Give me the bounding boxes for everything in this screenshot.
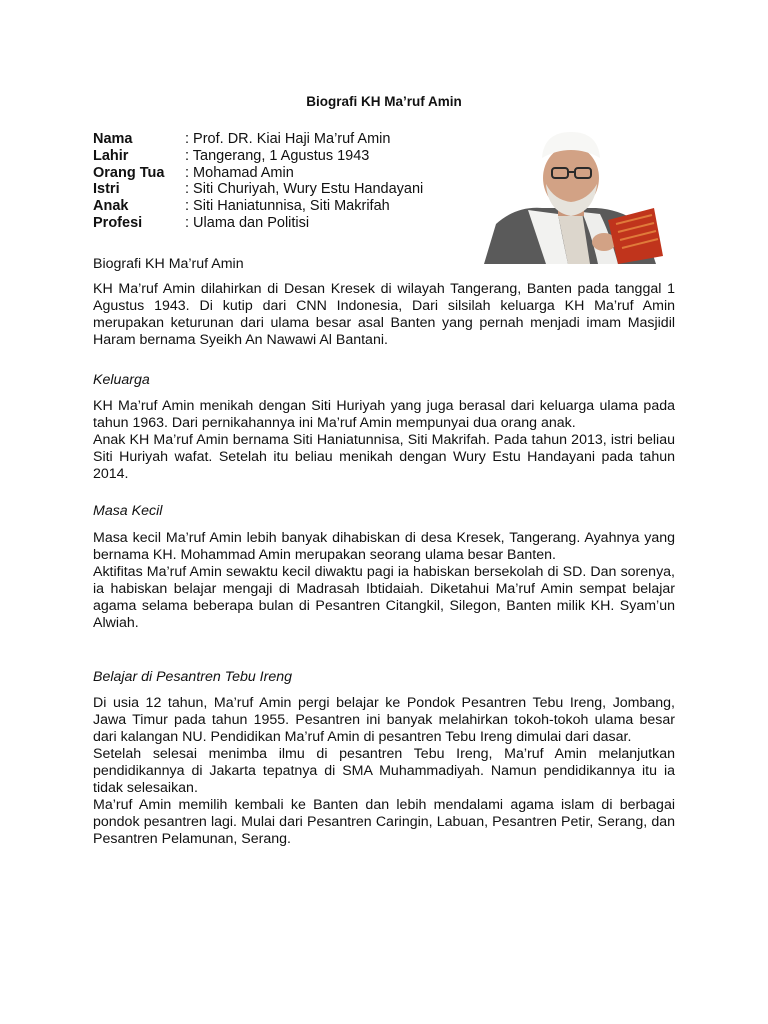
biodata-row-anak (93, 198, 423, 215)
portrait-photo (476, 124, 663, 264)
portrait-illustration (476, 124, 663, 264)
paragraph: Aktifitas Ma’ruf Amin sewaktu kecil diwaktu pagi ia habiskan bersekolah di SD. Dan sorenya, ia habiskan belajar mengaji di Madrasah Ibtidaiah. Diketahui Ma’ruf Amin sempat belajar agama selama beberapa bulan di Pesantren Citangkil, Silegon, Banten milik KH. Syam’un Alwiah. (93, 564, 675, 631)
biodata-value: : Ulama dan Politisi (185, 214, 310, 231)
section-tebu-ireng (93, 695, 675, 848)
paragraph: Di usia 12 tahun, Ma’ruf Amin pergi belajar ke Pondok Pesantren Tebu Ireng, Jombang, Jawa Timur pada tahun 1955. Pesantren ini banyak melahirkan tokoh-tokoh ulama besar dari kalangan NU. Pendidikan Ma’ruf Amin di pesantren Tebu Ireng dimulai dari dasar. (93, 695, 675, 745)
biodata-value: : Siti Haniatunnisa, Siti Makrifah (185, 198, 390, 215)
biodata-row-nama (93, 131, 423, 148)
section-heading-masa-kecil: Masa Kecil (93, 503, 163, 519)
biodata-row-lahir (93, 148, 423, 165)
biodata-row-orang-tua (93, 165, 423, 182)
biodata-value: : Mohamad Amin (185, 164, 294, 181)
paragraph: Ma’ruf Amin memilih kembali ke Banten dan lebih mendalami agama islam di berbagai pondok pesantren lagi. Mulai dari Pesantren Caringin, Labuan, Pesantren Petir, Serang, dan Pesantren Pelamunan, Serang. (93, 797, 675, 847)
biodata-label: Lahir (93, 147, 129, 164)
biodata-value: : Siti Churiyah, Wury Estu Handayani (185, 181, 424, 198)
paragraph: Setelah selesai menimba ilmu di pesantren Tebu Ireng, Ma’ruf Amin melanjutkan pendidikannya di Jakarta tepatnya di SMA Muhammadiyah. Namun pendidikannya itu ia tidak selesaikan. (93, 746, 675, 796)
intro-section (93, 281, 675, 349)
biodata-label: Istri (93, 181, 120, 198)
paragraph: KH Ma’ruf Amin menikah dengan Siti Huriyah yang juga berasal dari keluarga ulama pada tahun 1963. Dari pernikahannya ini Ma’ruf Amin mempunyai dua orang anak. (93, 398, 675, 431)
section-keluarga (93, 398, 675, 483)
biodata-value: : Tangerang, 1 Agustus 1943 (185, 147, 370, 164)
document-title: Biografi KH Ma’ruf Amin (306, 94, 462, 109)
biodata-row-profesi (93, 215, 423, 232)
intro-heading: Biografi KH Ma’ruf Amin (93, 256, 244, 272)
biodata-label: Nama (93, 131, 133, 147)
paragraph: Anak KH Ma’ruf Amin bernama Siti Haniatunnisa, Siti Makrifah. Pada tahun 2013, istri beliau Siti Huriyah wafat. Setelah itu beliau menikah dengan Wury Estu Handayani pada tahun 2014. (93, 432, 675, 482)
biodata-label: Profesi (93, 214, 143, 231)
section-heading-tebu-ireng: Belajar di Pesantren Tebu Ireng (93, 669, 293, 685)
section-heading-keluarga: Keluarga (93, 372, 150, 388)
biodata-label: Anak (93, 198, 129, 215)
section-masa-kecil (93, 530, 675, 632)
intro-paragraph: KH Ma’ruf Amin dilahirkan di Desan Kresek di wilayah Tangerang, Banten pada tanggal 1 Agustus 1943. Di kutip dari CNN Indonesia, Dari silsilah keluarga KH Ma’ruf Amin merupakan keturunan dari ulama besar asal Banten yang pernah menjadi imam Masjidil Haram bernama Syeikh An Nawawi Al Bantani. (93, 281, 675, 348)
paragraph: Masa kecil Ma’ruf Amin lebih banyak dihabiskan di desa Kresek, Tangerang. Ayahnya yang bernama KH. Mohammad Amin merupakan seorang ulama besar Banten. (93, 530, 675, 563)
biodata-label: Orang Tua (93, 164, 165, 181)
biodata-table (93, 131, 423, 232)
biodata-row-istri (93, 181, 423, 198)
biodata-value: : Prof. DR. Kiai Haji Ma’ruf Amin (185, 131, 391, 147)
